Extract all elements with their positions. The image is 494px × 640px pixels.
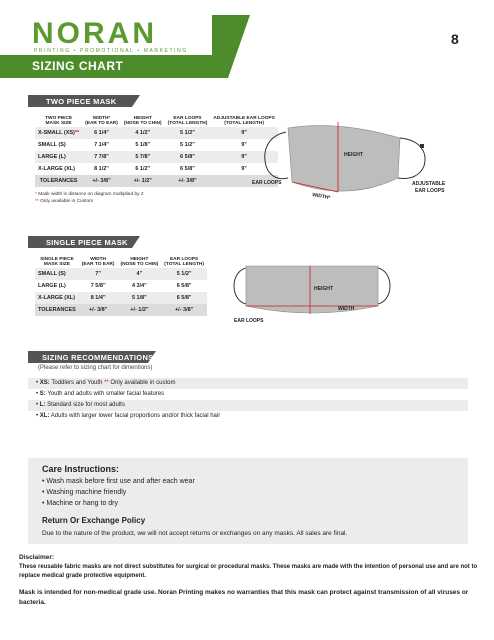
table-row: X-LARGE (XL) 8 1/4" 5 1/8" 6 5/8" [35, 292, 207, 304]
list-item: • XS: Toddlers and Youth ** Only available in custom [28, 378, 468, 389]
section-heading-recommendations: SIZING RECOMMENDATIONS [42, 353, 154, 362]
column-header: TWO PIECE MASK SIZE [45, 116, 73, 126]
tolerances-row: TOLERANCES +/- 3/8" +/- 1/2" +/- 3/8" [35, 175, 278, 187]
table-header-row [35, 256, 207, 268]
list-item: • Wash mask before first use and after each wear [42, 478, 195, 485]
table-row: SMALL (S) 7 1/4" 5 1/8" 5 1/2" 9" [38, 142, 247, 148]
non-medical-notice: Mask is intended for non-medical grade use. Noran Printing makes no warranties that this mask can protect against transmission of all viruses or bacteria. [19, 589, 469, 606]
page-number: 8 [451, 31, 459, 47]
list-item: • L: Standard size for most adults [28, 400, 468, 411]
asterisk-mark: * [108, 116, 111, 121]
column-header: SINGLE PIECE MASK SIZE [40, 257, 74, 267]
ear-loop-right-icon [378, 268, 390, 304]
page-title: SIZING CHART [32, 59, 124, 73]
section-heading-single-piece: SINGLE PIECE MASK [46, 238, 128, 247]
list-item: • Washing machine friendly [42, 489, 127, 496]
return-policy-title: Return Or Exchange Policy [42, 516, 146, 525]
section-band-tip [132, 95, 140, 107]
two-piece-size-table [35, 115, 278, 187]
height-label: HEIGHT [314, 286, 333, 292]
disclaimer-text: These reusable fabric masks are not direct substitutes for surgical or procedural masks. These masks are made with the intention of personal use and are not to replace medical grade protective equipment. [19, 564, 478, 579]
column-header: WIDTH (EAR TO EAR) [81, 257, 115, 267]
adjustable-label-2: EAR LOOPS [415, 188, 445, 194]
table-row: X-SMALL (XS)** 6 1/4" 4 1/2" 5 1/2" 9" [35, 127, 278, 139]
brand-logo: NORAN [32, 17, 157, 50]
width-label: WIDTH* [311, 192, 331, 202]
table-row: LARGE (L) 7 5/8" 4 3/4" 6 5/8" [38, 283, 192, 289]
single-piece-mask-diagram [230, 260, 400, 326]
column-header: EAR LOOPS (TOTAL LENGTH) [167, 116, 208, 126]
brand-tagline: PRINTING • PROMOTIONAL • MARKETING [34, 48, 188, 54]
section-heading-two-piece: TWO PIECE MASK [46, 97, 117, 106]
section-band-tip [132, 236, 140, 248]
tolerances-row: TOLERANCES +/- 3/8" +/- 1/2" +/- 3/8" [35, 304, 207, 316]
adjuster-bead-icon [420, 144, 424, 148]
recommendations-note: (Please refer to sizing chart for dimentions) [38, 365, 153, 371]
care-instructions-title: Care Instructions: [42, 464, 120, 474]
table-row: LARGE (L) 7 7/8" 5 7/8" 6 5/8" 9" [35, 151, 278, 163]
column-header: HEIGHT (NOSE TO CHIN) [120, 257, 159, 267]
ear-loop-left-icon [234, 268, 246, 304]
ear-loop-left-icon [265, 132, 288, 179]
return-policy-text: Due to the nature of the product, we will not accept returns or exchanges on any masks. All sales are final. [42, 530, 348, 537]
footnote-width: * Mask width is distance on diagram multiplied by 2 [35, 192, 144, 197]
height-label: HEIGHT [344, 152, 363, 158]
column-header: ADJUSTABLE EAR LOOPS (TOTAL LENGTH) [213, 116, 275, 126]
single-piece-size-table [35, 256, 207, 316]
column-header: HEIGHT (NOSE TO CHIN) [123, 116, 162, 126]
ear-loops-label: EAR LOOPS [252, 180, 282, 186]
column-header: WIDTH* (EAR TO EAR) [85, 116, 118, 126]
two-piece-mask-diagram [248, 118, 463, 203]
header-band-slant [228, 15, 250, 78]
table-row: X-LARGE (XL) 8 1/2" 6 1/2" 6 5/8" 9" [38, 166, 247, 172]
mask-body-icon [288, 126, 400, 192]
ear-loops-label: EAR LOOPS [234, 318, 264, 324]
disclaimer-title: Disclaimer: [19, 554, 55, 561]
list-item: • Machine or hang to dry [42, 500, 119, 507]
footnote-custom: ** Only available in Custom [35, 199, 94, 204]
adjustable-label: ADJUSTABLE [412, 181, 446, 187]
column-header: EAR LOOPS (TOTAL LENGTH) [164, 257, 204, 267]
table-header-row [35, 115, 278, 127]
list-item: • XL: Adults with larger lower facial proportions and/or thick facial hair [36, 413, 221, 419]
table-row: SMALL (S) 7" 4" 5 1/2" [35, 268, 207, 280]
width-label: WIDTH [338, 306, 355, 312]
list-item: • S: Youth and adults with smaller facial features [36, 391, 165, 397]
